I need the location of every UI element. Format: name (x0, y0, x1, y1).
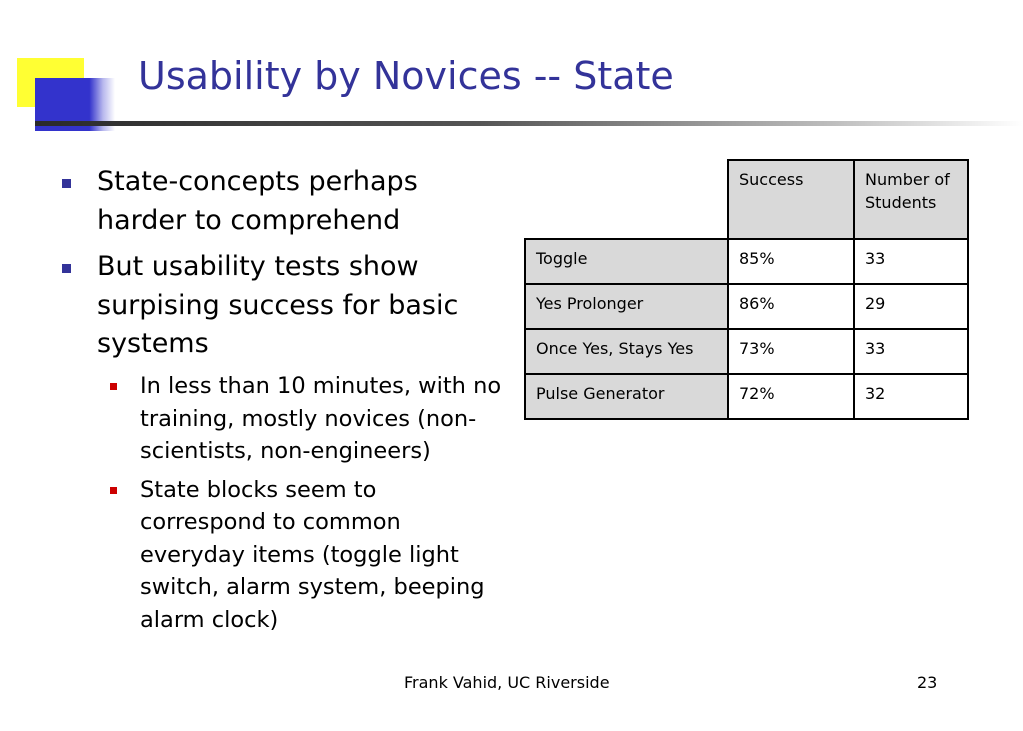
students-cell: 33 (854, 329, 968, 374)
square-bullet-icon (62, 179, 71, 188)
row-label: Toggle (525, 239, 728, 284)
table-row (525, 239, 968, 284)
students-cell: 32 (854, 374, 968, 419)
page-number: 23 (917, 673, 938, 692)
table-row (525, 374, 968, 419)
sub-bullet-text: In less than 10 minutes, with no training, mostly novices (non-scientists, non-engineers) (140, 373, 502, 464)
success-cell: 72% (728, 374, 854, 419)
bullet-list (62, 163, 502, 372)
success-cell: 85% (728, 239, 854, 284)
table-header-row (525, 160, 968, 239)
square-sub-bullet-icon (110, 487, 117, 494)
header-success: Success (728, 160, 854, 239)
students-cell: 33 (854, 239, 968, 284)
table-row (525, 284, 968, 329)
bullet-item (62, 248, 502, 364)
sub-bullet-item (97, 474, 502, 637)
sub-bullet-list (62, 370, 502, 642)
students-cell: 29 (854, 284, 968, 329)
bullet-item (62, 163, 502, 240)
square-bullet-icon (62, 264, 71, 273)
row-label: Pulse Generator (525, 374, 728, 419)
sub-bullet-text: State blocks seem to correspond to common everyday items (toggle light switch, alarm system, beeping alarm clock) (140, 476, 485, 633)
sub-bullet-item (97, 370, 502, 468)
header-number-of-students: Number of Students (854, 160, 968, 239)
slide-footer: Frank Vahid, UC Riverside (404, 673, 610, 692)
table-row (525, 329, 968, 374)
success-cell: 86% (728, 284, 854, 329)
title-underline (35, 121, 1023, 126)
table-corner-cell (525, 160, 728, 239)
square-sub-bullet-icon (110, 383, 117, 390)
bullet-text: State-concepts perhaps harder to comprehend (97, 166, 418, 236)
success-cell: 73% (728, 329, 854, 374)
bullet-text: But usability tests show surpising success for basic systems (97, 251, 459, 359)
slide-title: Usability by Novices -- State (138, 54, 674, 98)
row-label: Yes Prolonger (525, 284, 728, 329)
results-table (524, 159, 969, 420)
row-label: Once Yes, Stays Yes (525, 329, 728, 374)
